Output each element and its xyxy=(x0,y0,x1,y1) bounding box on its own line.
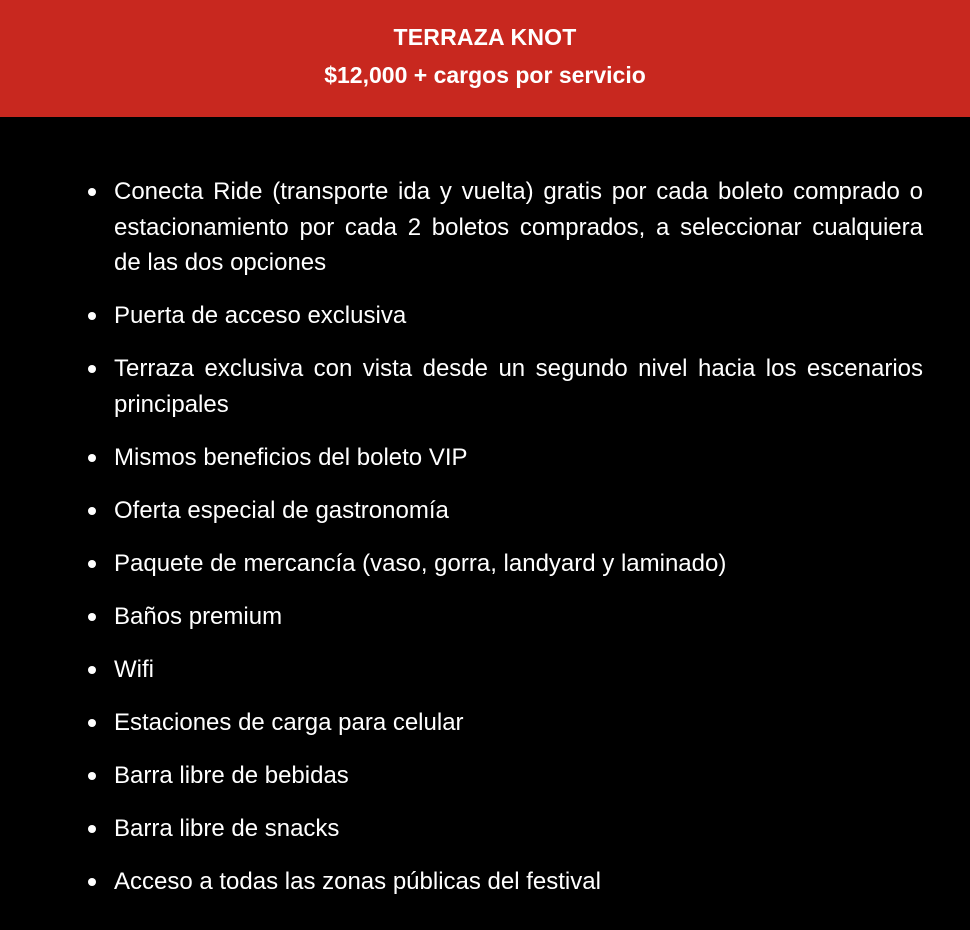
bullet-icon xyxy=(88,188,96,196)
benefit-item xyxy=(88,493,923,529)
benefit-text: Terraza exclusiva con vista desde un segundo nivel hacia los escenarios principales xyxy=(114,355,923,418)
benefit-item xyxy=(88,174,923,281)
benefit-text: Barra libre de snacks xyxy=(114,814,340,842)
benefit-text: Wifi xyxy=(114,655,154,683)
benefit-text: Puerta de acceso exclusiva xyxy=(114,302,407,329)
benefit-text: Estaciones de carga para celular xyxy=(114,708,464,736)
benefit-text: Conecta Ride (transporte ida y vuelta) gratis por cada boleto comprado o estacionamiento por cada 2 boletos comprados, a seleccionar cualquiera de las dos opciones xyxy=(114,178,923,276)
benefit-item xyxy=(88,440,923,476)
bullet-icon xyxy=(88,507,96,515)
bullet-icon xyxy=(88,719,96,727)
benefit-item xyxy=(88,758,923,794)
benefit-item xyxy=(88,705,923,741)
benefit-item xyxy=(88,811,923,847)
benefit-item xyxy=(88,652,923,688)
benefit-text: Mismos beneficios del boleto VIP xyxy=(114,443,468,471)
benefit-text: Acceso a todas las zonas públicas del festival xyxy=(114,867,601,895)
bullet-icon xyxy=(88,560,96,568)
bullet-icon xyxy=(88,878,96,886)
benefit-item xyxy=(88,351,923,422)
bullet-icon xyxy=(88,365,96,373)
bullet-icon xyxy=(88,312,96,320)
benefits-section xyxy=(0,117,970,899)
bullet-icon xyxy=(88,613,96,621)
bullet-icon xyxy=(88,666,96,674)
ticket-price: $12,000 + cargos por servicio xyxy=(324,62,646,88)
benefit-item xyxy=(88,298,923,334)
benefit-text: Barra libre de bebidas xyxy=(114,761,349,789)
ticket-header xyxy=(0,0,970,117)
benefit-item xyxy=(88,864,923,900)
bullet-icon xyxy=(88,454,96,462)
bullet-icon xyxy=(88,772,96,780)
benefits-list xyxy=(88,174,923,899)
benefit-text: Baños premium xyxy=(114,602,283,630)
benefit-text: Paquete de mercancía (vaso, gorra, landyard y laminado) xyxy=(114,549,727,577)
benefit-text: Oferta especial de gastronomía xyxy=(114,496,449,524)
ticket-title: TERRAZA KNOT xyxy=(393,24,577,50)
benefit-item xyxy=(88,599,923,635)
benefit-item xyxy=(88,546,923,582)
bullet-icon xyxy=(88,825,96,833)
